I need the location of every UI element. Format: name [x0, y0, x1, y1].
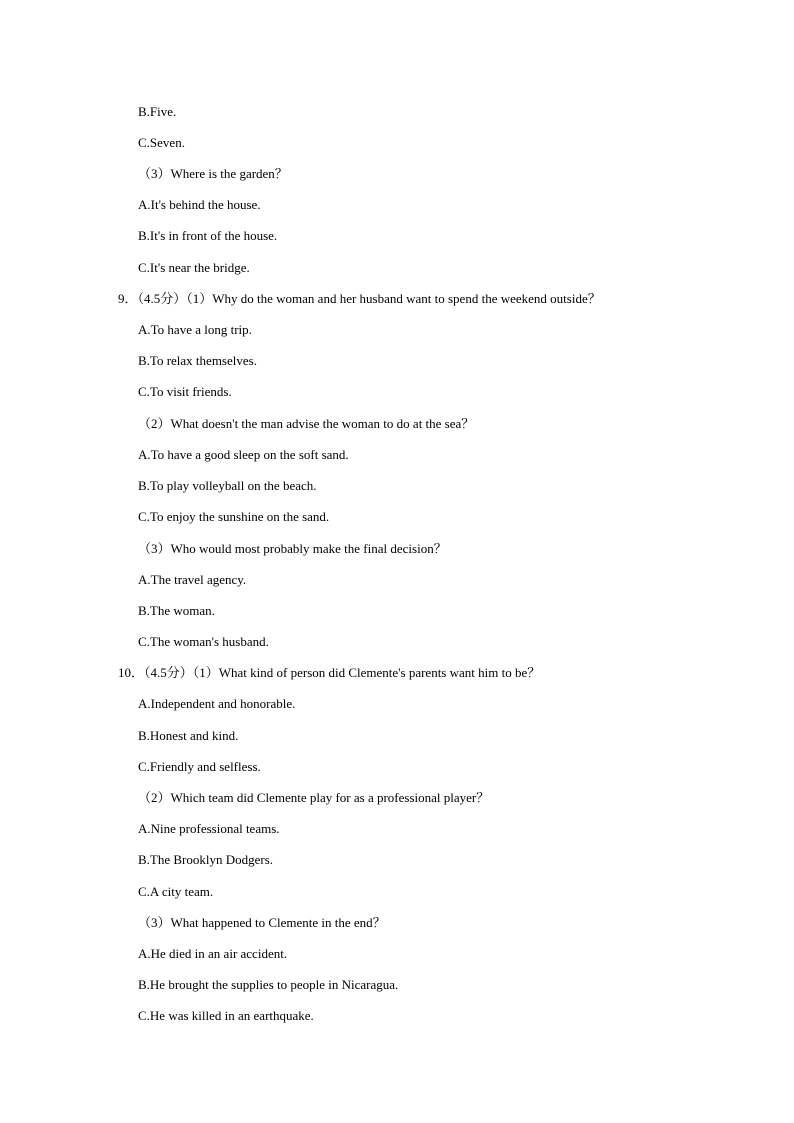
question-10: 10．（4.5分）（1）What kind of person did Clemente's parents want him to be？	[118, 665, 541, 680]
option-q10-3-a: A.He died in an air accident.	[138, 946, 288, 961]
option-q8-2-b: B.Five.	[138, 104, 177, 119]
option-q8-3-a: A.It's behind the house.	[138, 197, 261, 212]
option-q10-2-c: C.A city team.	[138, 884, 214, 899]
option-q8-3-b: B.It's in front of the house.	[138, 228, 278, 243]
option-q9-1-c: C.To visit friends.	[138, 384, 232, 399]
option-q9-3-b: B.The woman.	[138, 603, 215, 618]
option-q9-1-b: B.To relax themselves.	[138, 353, 257, 368]
option-q10-2-a: A.Nine professional teams.	[138, 821, 280, 836]
option-q9-2-b: B.To play volleyball on the beach.	[138, 478, 317, 493]
option-q9-3-c: C.The woman's husband.	[138, 634, 269, 649]
option-q9-3-a: A.The travel agency.	[138, 572, 247, 587]
subquestion-q10-3: （3）What happened to Clemente in the end？	[138, 915, 386, 930]
option-q9-2-c: C.To enjoy the sunshine on the sand.	[138, 509, 330, 524]
subquestion-q9-3: （3）Who would most probably make the final decision？	[138, 541, 447, 556]
subquestion-q9-2: （2）What doesn't the man advise the woman to do at the sea？	[138, 416, 475, 431]
option-q10-1-c: C.Friendly and selfless.	[138, 759, 261, 774]
option-q10-2-b: B.The Brooklyn Dodgers.	[138, 852, 274, 867]
subquestion-q8-3: （3）Where is the garden？	[138, 166, 288, 181]
subquestion-q10-2: （2）Which team did Clemente play for as a professional player？	[138, 790, 490, 805]
question-9: 9．（4.5分）（1）Why do the woman and her husband want to spend the weekend outside？	[118, 291, 601, 306]
option-q9-1-a: A.To have a long trip.	[138, 322, 252, 337]
option-q10-1-a: A.Independent and honorable.	[138, 696, 296, 711]
option-q8-2-c: C.Seven.	[138, 135, 185, 150]
option-q9-2-a: A.To have a good sleep on the soft sand.	[138, 447, 349, 462]
option-q10-3-c: C.He was killed in an earthquake.	[138, 1008, 314, 1023]
option-q10-1-b: B.Honest and kind.	[138, 728, 239, 743]
option-q10-3-b: B.He brought the supplies to people in Nicaragua.	[138, 977, 399, 992]
option-q8-3-c: C.It's near the bridge.	[138, 260, 250, 275]
